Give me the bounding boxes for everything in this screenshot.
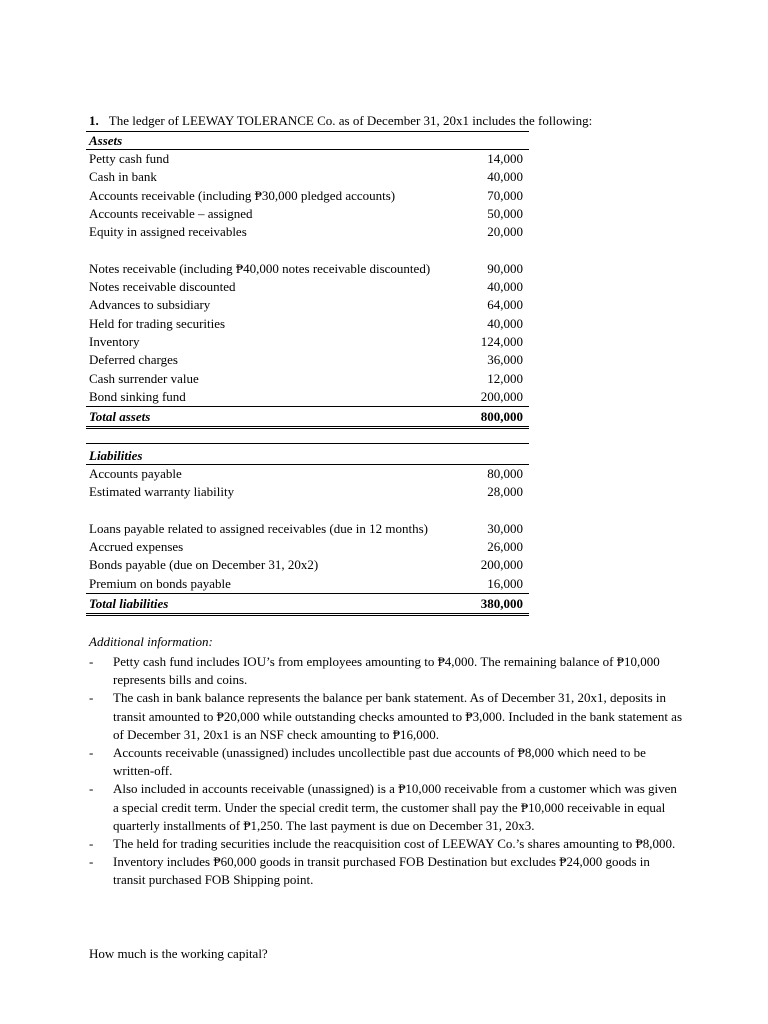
row-label: Equity in assigned receivables (89, 224, 247, 240)
list-item (89, 689, 685, 744)
row-value: 40,000 (487, 169, 523, 185)
table-row (86, 168, 529, 186)
additional-info-list (89, 653, 685, 890)
total-value: 800,000 (480, 409, 523, 425)
table-row (86, 149, 529, 168)
table-row (86, 223, 529, 241)
dash-bullet: - (89, 836, 94, 852)
table-row (86, 241, 529, 278)
question-text: How much is the working capital? (89, 946, 268, 961)
row-label: Bond sinking fund (89, 388, 186, 404)
additional-info-title: Additional information: (89, 634, 213, 649)
row-label: Bonds payable (due on December 31, 20x2) (89, 557, 319, 573)
list-item (89, 835, 685, 853)
row-label: Deferred charges (89, 352, 178, 368)
row-label: Accounts payable (89, 466, 182, 481)
row-label: Notes receivable discounted (89, 279, 236, 295)
list-item-text: Accounts receivable (unassigned) includes uncollectible past due accounts of ₱8,000 which need to be written-off. (113, 745, 646, 779)
total-value: 380,000 (480, 596, 523, 612)
list-item (89, 853, 685, 889)
row-value: 40,000 (487, 315, 523, 331)
problem-intro (89, 112, 592, 130)
table-row (86, 388, 529, 406)
row-value: 12,000 (487, 370, 523, 386)
list-item (89, 744, 685, 780)
assets-heading (86, 131, 529, 149)
list-item (89, 653, 685, 689)
row-value: 36,000 (487, 352, 523, 368)
row-value: 30,000 (487, 520, 523, 536)
dash-bullet: - (89, 781, 94, 797)
table-row (86, 205, 529, 223)
list-item-text: The held for trading securities include the reacquisition cost of LEEWAY Co.’s shares amounting to ₱8,000. (113, 836, 676, 852)
row-value: 124,000 (480, 333, 523, 349)
table-row (86, 278, 529, 296)
table-row (86, 538, 529, 556)
row-value: 40,000 (487, 279, 523, 295)
liabilities-top-rule (86, 443, 529, 444)
row-label: Held for trading securities (89, 315, 226, 331)
assets-table (86, 131, 529, 429)
row-value: 200,000 (480, 557, 523, 573)
row-label: Inventory (89, 333, 140, 349)
table-row (86, 333, 529, 351)
table-row (86, 575, 529, 593)
table-row (86, 483, 529, 501)
row-label: Estimated warranty liability (89, 484, 235, 500)
total-label: Total assets (89, 409, 151, 425)
problem-number: 1. (89, 113, 99, 128)
row-value: 90,000 (487, 260, 523, 276)
row-value: 26,000 (487, 539, 523, 555)
row-label: Accounts receivable – assigned (89, 205, 253, 221)
row-value: 28,000 (487, 484, 523, 500)
row-value: 20,000 (487, 224, 523, 240)
row-label: Advances to subsidiary (89, 297, 211, 313)
liabilities-total-row (86, 593, 529, 616)
row-label: Notes receivable (including ₱40,000 notes receivable discounted) (89, 260, 431, 276)
row-label: Accrued expenses (89, 539, 184, 555)
row-label: Cash surrender value (89, 370, 199, 386)
dash-bullet: - (89, 745, 94, 761)
list-item-text: Petty cash fund includes IOU’s from employees amounting to ₱4,000. The remaining balance of ₱10,000 represents bills and coins. (113, 654, 660, 688)
table-row (86, 187, 529, 205)
total-label: Total liabilities (89, 596, 169, 612)
table-row (86, 370, 529, 388)
table-row (86, 464, 529, 483)
row-label: Cash in bank (89, 169, 157, 185)
row-value: 16,000 (487, 575, 523, 591)
row-value: 80,000 (487, 466, 523, 481)
dash-bullet: - (89, 854, 94, 870)
liabilities-table (86, 447, 529, 616)
table-row (86, 315, 529, 333)
list-item-text: The cash in bank balance represents the balance per bank statement. As of December 31, 20x1, deposits in transit amounted to ₱20,000 while outstanding checks amounted to ₱3,000. Included in the bank statement as of December 31, 20x1 is an NSF check amounting to ₱16,000. (113, 690, 683, 742)
row-value: 50,000 (487, 205, 523, 221)
row-label: Petty cash fund (89, 151, 170, 166)
assets-total-row (86, 406, 529, 429)
row-value: 200,000 (480, 388, 523, 404)
list-item-text: Also included in accounts receivable (unassigned) is a ₱10,000 receivable from a customer which was given a special credit term. Under the special credit term, the customer shall pay the ₱10,000 receivable in equal quarterly installments of ₱1,250. The last payment is due on December 31, 20x3. (113, 781, 677, 833)
list-item-text: Inventory includes ₱60,000 goods in transit purchased FOB Destination but excludes ₱24,000 goods in transit purchased FOB Shipping point. (113, 854, 650, 888)
row-label: Accounts receivable (including ₱30,000 pledged accounts) (89, 187, 396, 203)
dash-bullet: - (89, 654, 94, 669)
table-row (86, 296, 529, 314)
problem-intro-text: The ledger of LEEWAY TOLERANCE Co. as of December 31, 20x1 includes the following: (108, 113, 593, 128)
table-row (86, 502, 529, 539)
dash-bullet: - (89, 690, 94, 706)
liabilities-heading-label: Liabilities (89, 448, 143, 463)
row-label: Loans payable related to assigned receivables (due in 12 months) (89, 520, 428, 536)
table-row (86, 351, 529, 369)
table-row (86, 556, 529, 574)
list-item (89, 780, 685, 835)
liabilities-heading (86, 447, 529, 464)
row-value: 70,000 (487, 187, 523, 203)
row-label: Premium on bonds payable (89, 575, 231, 591)
row-value: 14,000 (487, 151, 523, 166)
row-value: 64,000 (487, 297, 523, 313)
assets-heading-label: Assets (89, 133, 123, 148)
